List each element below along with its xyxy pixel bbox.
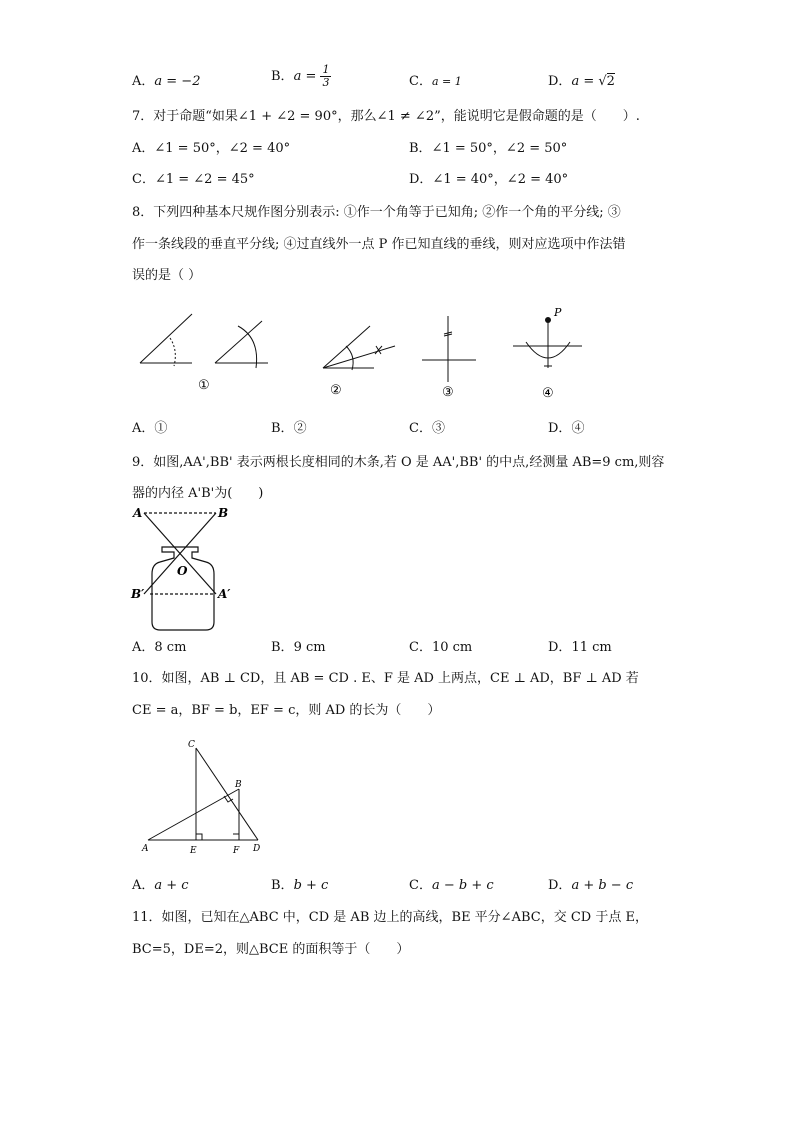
option-label: B． [409,141,432,156]
q9-stem-line1: 9．如图,AA',BB' 表示两根长度相同的木条,若 O 是 AA',BB' 的中点,经测量 AB=9 cm,则容 [132,455,665,470]
fig1b-angle-ray [215,321,262,363]
q9-options [0,638,794,658]
q8-stem-line3: 误的是（ ） [132,268,202,283]
option-label: A． [132,640,155,655]
q6-option-d [548,72,615,92]
label-a-prime: A′ [218,587,231,601]
option-text: ④ [571,421,585,436]
fig2-arc [346,346,353,370]
option-text: ② [293,421,307,436]
q6-option-c [409,72,462,92]
point-p-label: P [554,306,562,319]
q10-option-d [548,876,633,896]
q7-option-d [409,170,568,190]
q10-options [0,876,794,896]
q8-option-a [132,419,167,439]
option-label: A． [132,141,155,156]
q11-stem-line1: 11．如图，已知在△ABC 中，CD 是 AB 边上的高线，BE 平分∠ABC，交 CD 于点 E， [132,910,648,925]
option-label: D． [548,640,572,655]
option-text: ∠1 = 40°，∠2 = 40° [432,172,569,187]
option-math: a = −2 [154,74,201,89]
option-label: D． [548,878,572,893]
option-label: B． [271,69,294,84]
q8-stem-line2: 作一条线段的垂直平分线; ④过直线外一点 P 作已知直线的垂线，则对应选项中作法错 [132,237,626,252]
q9-option-a [132,638,186,658]
option-math: a − b + c [431,878,494,893]
q8-option-b [271,419,307,439]
q9-bottle-figure [130,502,245,632]
option-math: a = 1 [431,75,462,88]
option-label: D． [548,74,572,89]
option-text: ③ [431,421,445,436]
q10-option-c [409,876,494,896]
option-label: D． [409,172,433,187]
point-p-dot [545,317,551,323]
label-e: E [190,846,197,856]
q10-triangle-figure [138,735,268,861]
option-label: C． [132,172,155,187]
q9-option-d [548,638,612,658]
option-math: a = [293,69,317,84]
q8-option-d [548,419,584,439]
option-label: C． [409,878,432,893]
sqrt-radicand: 2 [606,74,615,89]
q8-option-c [409,419,445,439]
option-label: C． [409,640,432,655]
q10-option-a [132,876,189,896]
q7-stem: 7．对于命题“如果∠1 + ∠2 = 90°，那么∠1 ≠ ∠2”，能说明它是假命题的是（ ）. [132,109,640,124]
option-label: A． [132,878,155,893]
label-o: O [177,564,188,578]
q7-options-row1 [0,139,794,159]
fraction-numerator: 1 [322,63,330,76]
option-label: C． [409,74,432,89]
label-a: A [142,844,149,854]
option-text: ① [154,421,168,436]
option-text: 10 cm [431,640,473,655]
option-text: ∠1 = 50°，∠2 = 40° [154,141,291,156]
option-text: 8 cm [154,640,187,655]
q9-stem-line2: 器的内径 A'B'为( ) [132,486,264,501]
fig-label-1: ① [198,378,210,393]
segment-ab [148,789,239,840]
label-b: B [235,780,242,790]
label-a: A [133,506,143,520]
fig1a-angle-ray [140,314,192,363]
option-text: 9 cm [293,640,326,655]
q9-option-b [271,638,326,658]
q7-option-b [409,139,567,159]
fraction [320,64,331,89]
label-f: F [233,846,240,856]
fig1b-arc [238,326,257,368]
fraction-denominator: 3 [322,76,330,89]
option-math: b + c [293,878,329,893]
label-d: D [253,844,261,854]
label-b: B [218,506,229,520]
q10-option-b [271,876,328,896]
fig2-bisector [323,346,395,368]
option-text: ∠1 = 50°，∠2 = 50° [431,141,568,156]
option-label: B． [271,640,294,655]
option-text: ∠1 = ∠2 = 45° [154,172,255,187]
right-angle-e [196,834,202,840]
option-label: B． [271,878,294,893]
option-label: B． [271,421,294,436]
q7-options-row2 [0,170,794,190]
option-label: D． [548,421,572,436]
option-math: a + b − c [571,878,634,893]
option-text: 11 cm [571,640,612,655]
q6-option-a [132,72,200,92]
q6-option-b [271,64,331,89]
bottle-outline [152,547,214,630]
option-label: A． [132,421,155,436]
segment-cd [196,748,258,840]
fig-label-2: ② [330,383,342,398]
fig1a-dashed-arc [170,338,175,366]
q8-stem-line1: 8．下列四种基本尺规作图分别表示: ①作一个角等于已知角; ②作一个角的平分线; ③ [132,205,621,220]
q9-option-c [409,638,472,658]
option-label: C． [409,421,432,436]
q8-options [0,419,794,439]
q11-stem-line2: BC=5，DE=2，则△BCE 的面积等于（ ） [132,942,410,957]
q6-options [0,63,794,92]
option-label: A． [132,74,155,89]
option-math: a + c [154,878,189,893]
option-math: a = [571,74,595,89]
label-c: C [188,740,195,750]
q7-option-a [132,139,290,159]
fig-label-4: ④ [542,386,554,401]
fig-label-3: ③ [442,385,454,400]
q10-stem-line2: CE = a，BF = b，EF = c，则 AD 的长为（ ） [132,703,441,718]
q7-option-c [132,170,255,190]
label-b-prime: B′ [131,587,145,601]
q8-construction-figures [130,296,600,406]
q10-stem-line1: 10．如图，AB ⊥ CD，且 AB = CD . E、F 是 AD 上两点，CE ⊥ AD，BF ⊥ AD 若 [132,671,639,686]
sqrt-sign: √ [598,74,607,89]
